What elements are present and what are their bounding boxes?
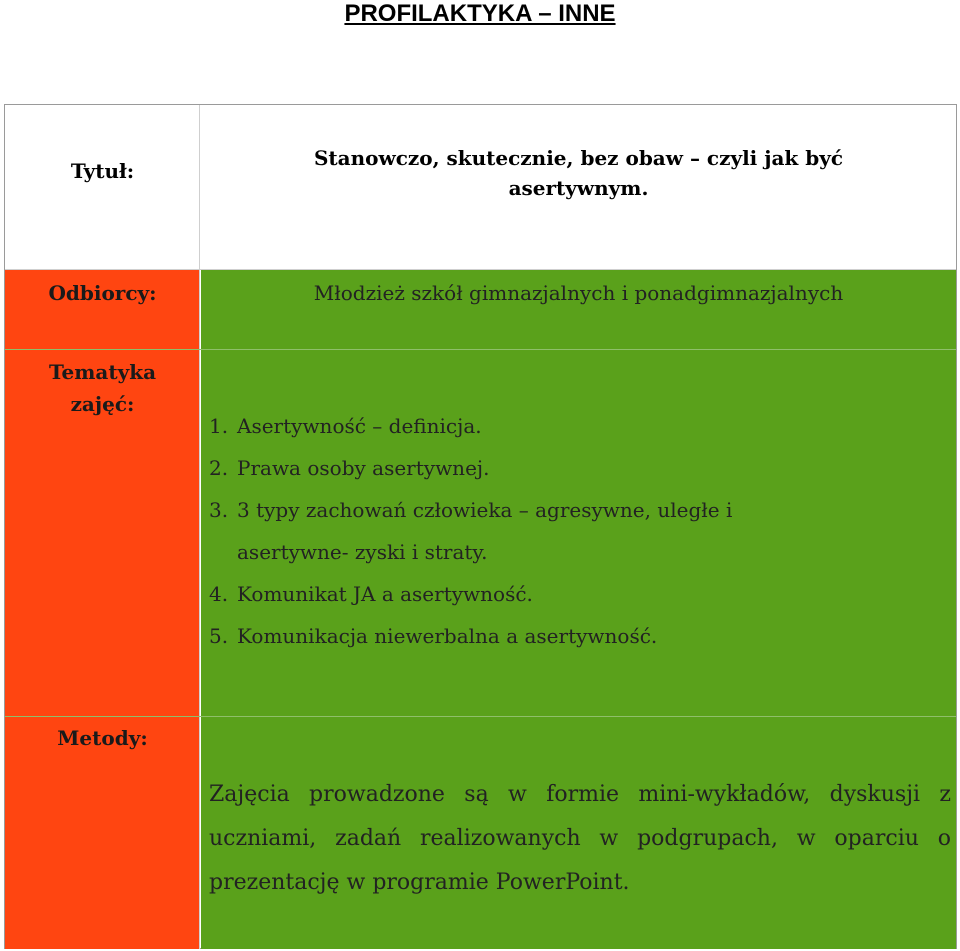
title-label: Tytuł: [70, 159, 135, 183]
audience-value: Młodzież szkół gimnazjalnych i ponadgimnazjalnych [313, 281, 844, 305]
list-item [209, 489, 732, 531]
list-item-text: Komunikat JA a asertywność. [237, 582, 533, 606]
list-item-number: 4. [209, 582, 229, 606]
topics-label-cell [5, 350, 200, 717]
list-item-number: 1. [209, 414, 229, 438]
list-item [209, 447, 732, 489]
list-item-continuation: asertywne- zyski i straty. [237, 540, 488, 564]
page-title: PROFILAKTYKA – INNE [344, 0, 616, 27]
topics-value-cell [201, 350, 956, 717]
audience-label-cell [5, 270, 200, 349]
methods-label: Metody: [57, 726, 148, 750]
list-item-number: 5. [209, 624, 229, 648]
title-row [5, 105, 956, 270]
topics-label [5, 356, 200, 420]
methods-row [5, 716, 956, 949]
list-item [209, 405, 732, 447]
methods-label-cell [5, 717, 200, 949]
methods-value: Zajęcia prowadzone są w formie mini-wykładów, dyskusji z uczniami, zadań realizowanych w podgrupach, w oparciu o prezentację w programie PowerPoint. [209, 782, 951, 895]
list-item-number: 3. [209, 498, 229, 522]
title-value-line2: asertywnym. [508, 176, 649, 200]
title-value-cell [201, 105, 956, 269]
audience-value-cell [201, 270, 956, 349]
topics-list [209, 405, 732, 657]
audience-row [5, 270, 956, 349]
methods-value-cell [201, 717, 956, 949]
list-item-text: Prawa osoby asertywnej. [237, 456, 490, 480]
list-item-text: Asertywność – definicja. [237, 414, 482, 438]
list-item-text: 3 typy zachowań człowieka – agresywne, uległe i [237, 498, 733, 522]
list-item-number: 2. [209, 456, 229, 480]
title-value [201, 143, 956, 203]
list-item [209, 573, 732, 615]
topics-label-line1: Tematyka [48, 360, 157, 384]
title-label-cell [5, 105, 200, 269]
list-item [209, 615, 732, 657]
topics-row [5, 349, 956, 717]
topics-label-line2: zajęć: [70, 392, 135, 416]
audience-label: Odbiorcy: [48, 281, 157, 305]
info-table [4, 104, 957, 949]
title-value-line1: Stanowczo, skutecznie, bez obaw – czyli jak być [313, 146, 844, 170]
list-item-text: Komunikacja niewerbalna a asertywność. [237, 624, 658, 648]
